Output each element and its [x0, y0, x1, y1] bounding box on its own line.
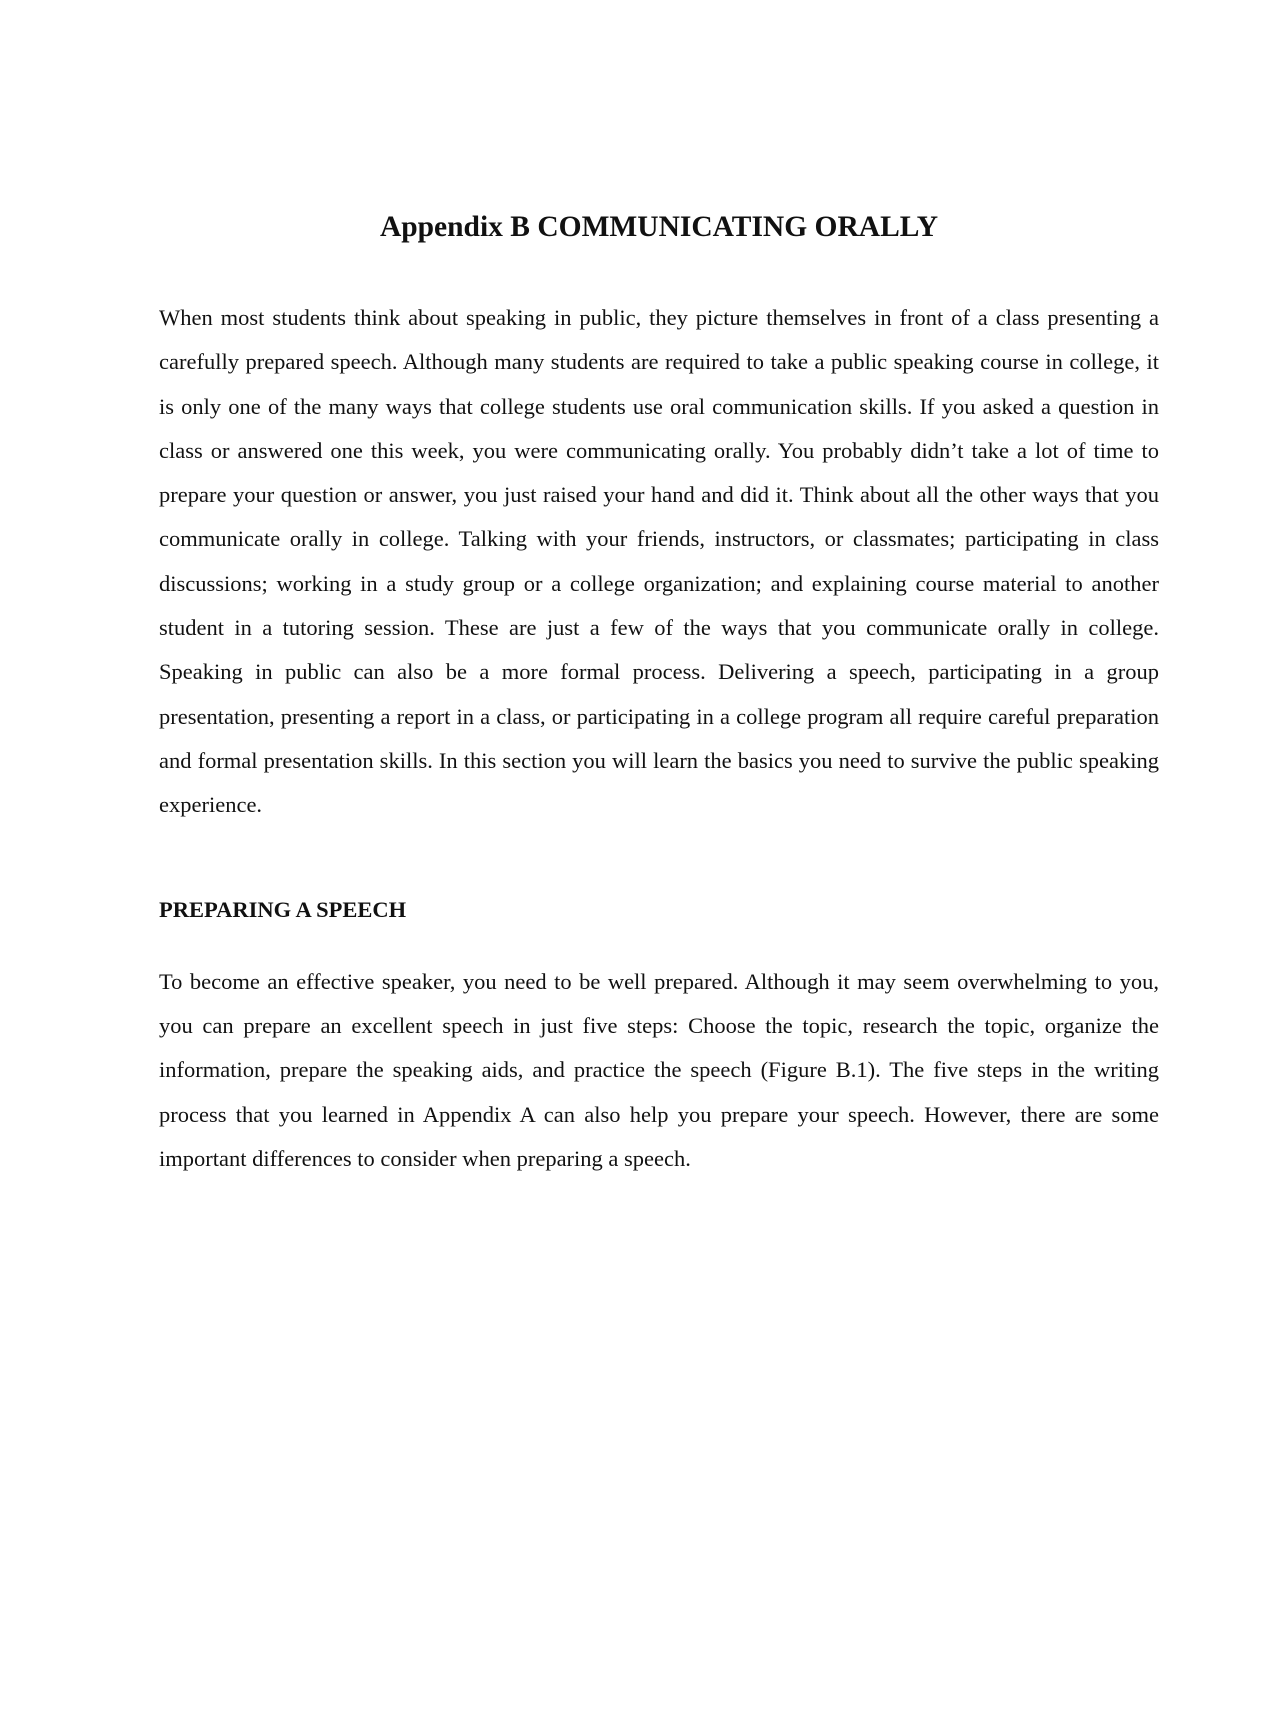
intro-paragraph: When most students think about speaking in public, they picture themselves in front of a class presenting a carefully prepared speech. Although many students are required to take a public speaking course in college, it is only one of the many ways that college students use oral communication skills. If you asked a question in class or answered one this week, you were communicating orally. You probably didn’t take a lot of time to prepare your question or answer, you just raised your hand and did it. Think about all the other ways that you communicate orally in college. Talking with your friends, instructors, or classmates; participating in class discussions; working in a study group or a college organization; and explaining course material to another student in a tutoring session. These are just a few of the ways that you communicate orally in college. Speaking in public can also be a more formal process. Delivering a speech, participating in a group presentation, presenting a report in a class, or participating in a college program all require careful preparation and formal presentation skills. In this section you will learn the basics you need to survive the public speaking experience.	[159, 305, 1159, 818]
section-heading: PREPARING A SPEECH	[159, 896, 407, 922]
page-title: Appendix B COMMUNICATING ORALLY	[379, 211, 939, 243]
document-body	[159, 200, 1159, 1181]
section-paragraph: To become an effective speaker, you need to be well prepared. Although it may seem overwhelming to you, you can prepare an excellent speech in just five steps: Choose the topic, research the topic, organize the information, prepare the speaking aids, and practice the speech (Figure B.1). The five steps in the writing process that you learned in Appendix A can also help you prepare your speech. However, there are some important differences to consider when preparing a speech.	[159, 968, 1159, 1172]
